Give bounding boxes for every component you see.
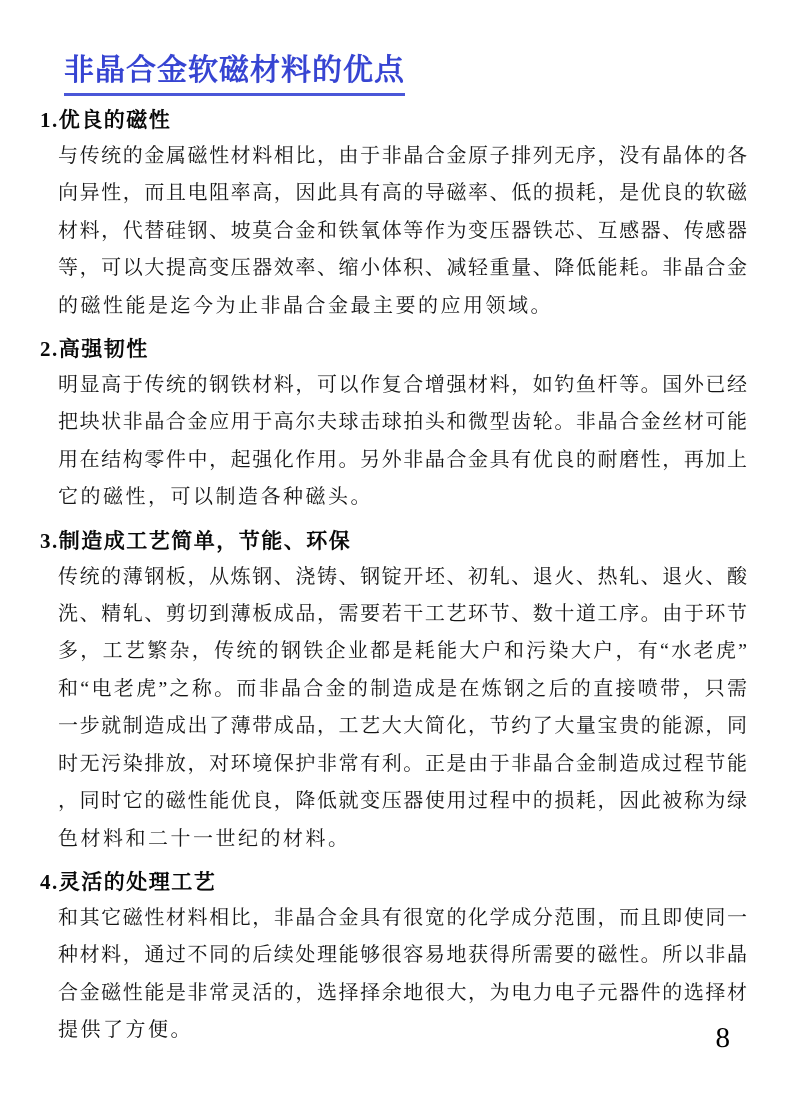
text-line: 的磁性能是迄今为止非晶合金最主要的应用领域。 bbox=[58, 294, 553, 317]
text-line: 一步就制造成出了薄带成品，工艺大大简化，节约了大量宝贵的能源，同 bbox=[58, 715, 748, 738]
text-line: 把块状非晶合金应用于高尔夫球击球拍头和微型齿轮。非晶合金丝材可能 bbox=[58, 411, 748, 434]
page-number: 8 bbox=[715, 1022, 730, 1054]
document-title: 非晶合金软磁材料的优点 bbox=[64, 52, 405, 96]
text-line: 合金磁性能是非常灵活的，选择择余地很大，为电力电子元器件的选择材 bbox=[58, 981, 748, 1004]
text-line: 提供了方便。 bbox=[58, 1019, 193, 1042]
section-4-paragraph bbox=[58, 900, 748, 1050]
text-line: 时无污染排放，对环境保护非常有利。正是由于非晶合金制造成过程节能 bbox=[58, 752, 748, 775]
section-2 bbox=[0, 336, 800, 517]
section-1 bbox=[0, 107, 800, 325]
text-line: 等，可以大提高变压器效率、缩小体积、减轻重量、降低能耗。非晶合金 bbox=[58, 257, 748, 280]
text-line: 和其它磁性材料相比，非晶合金具有很宽的化学成分范围，而且即使同一 bbox=[58, 906, 748, 929]
section-2-paragraph bbox=[58, 367, 748, 517]
section-4-heading: 4.灵活的处理工艺 bbox=[40, 869, 217, 894]
text-line: 与传统的金属磁性材料相比，由于非晶合金原子排列无序，没有晶体的各 bbox=[58, 145, 748, 167]
text-line: 向异性，而且电阻率高，因此具有高的导磁率、低的损耗，是优良的软磁 bbox=[58, 182, 748, 205]
section-3-paragraph bbox=[58, 559, 748, 858]
section-4 bbox=[0, 869, 800, 1050]
text-line: 种材料，通过不同的后续处理能够很容易地获得所需要的磁性。所以非晶 bbox=[58, 944, 748, 967]
section-3 bbox=[0, 528, 800, 858]
text-line: 色材料和二十一世纪的材料。 bbox=[58, 827, 351, 850]
text-line: 洗、精轧、剪切到薄板成品，需要若干工艺环节、数十道工序。由于环节 bbox=[58, 603, 748, 626]
text-line: 传统的薄钢板，从炼钢、浇铸、钢锭开坯、初轧、退火、热轧、退火、酸 bbox=[58, 565, 748, 588]
text-line: 多，工艺繁杂，传统的钢铁企业都是耗能大户和污染大户，有“水老虎” bbox=[58, 640, 748, 663]
section-2-heading: 2.高强韧性 bbox=[40, 337, 149, 362]
text-line: 和“电老虎”之称。而非晶合金的制造成是在炼钢之后的直接喷带，只需 bbox=[58, 677, 748, 700]
text-line: 它的磁性，可以制造各种磁头。 bbox=[58, 486, 373, 509]
text-line: 明显高于传统的钢铁材料，可以作复合增强材料，如钓鱼杆等。国外已经 bbox=[58, 374, 748, 397]
text-line: 用在结构零件中，起强化作用。另外非晶合金具有优良的耐磨性，再加上 bbox=[58, 448, 748, 471]
section-1-paragraph bbox=[58, 138, 748, 325]
section-3-heading: 3.制造成工艺简单，节能、环保 bbox=[40, 528, 352, 553]
text-line: ，同时它的磁性能优良，降低就变压器使用过程中的损耗，因此被称为绿 bbox=[58, 790, 748, 813]
text-line: 材料，代替硅钢、坡莫合金和铁氧体等作为变压器铁芯、互感器、传感器 bbox=[58, 219, 748, 242]
section-1-heading: 1.优良的磁性 bbox=[40, 108, 172, 132]
